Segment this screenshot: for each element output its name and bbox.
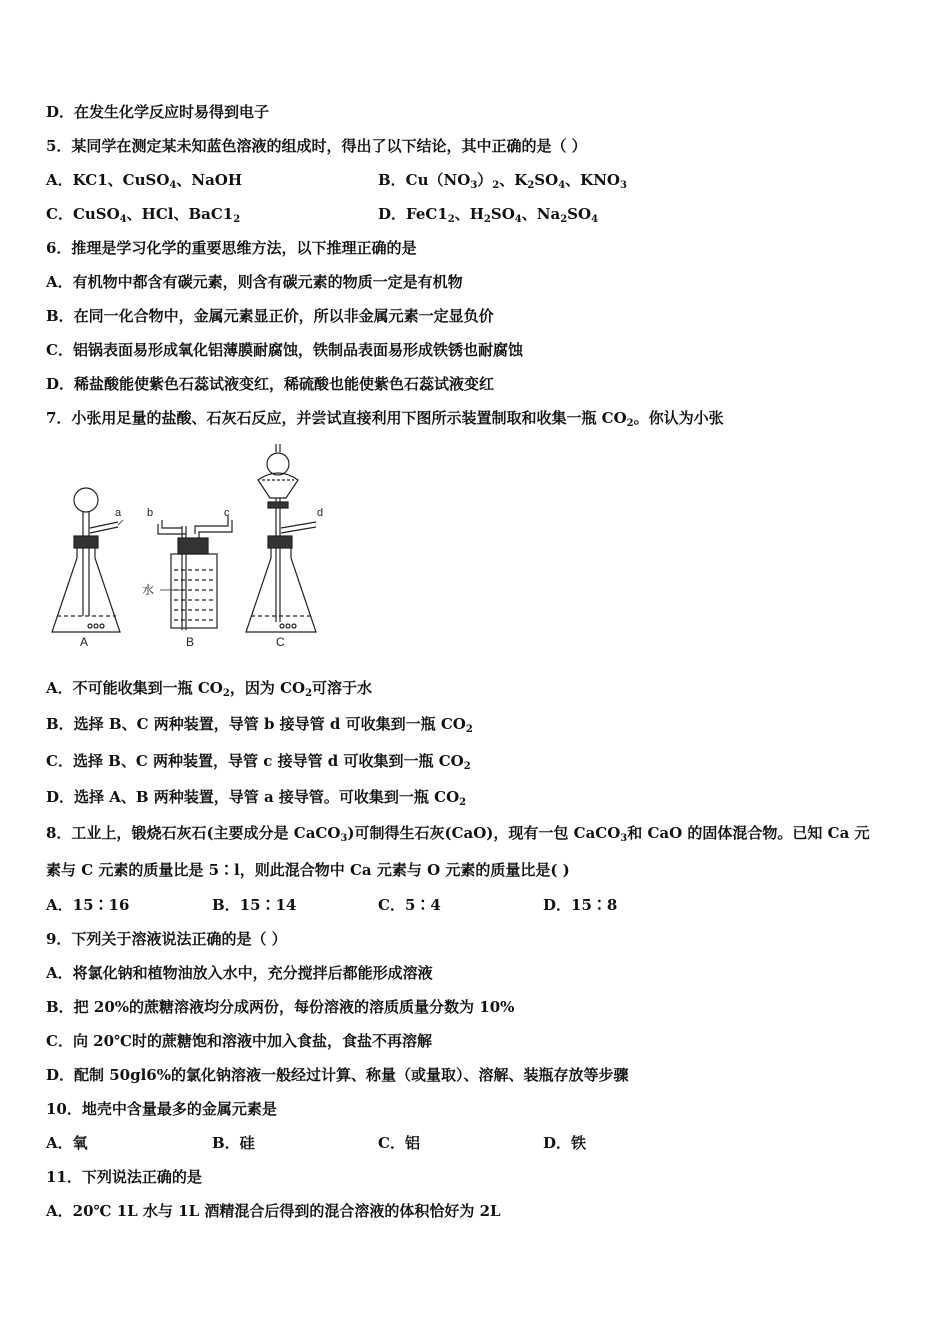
apparatus-b <box>158 516 232 630</box>
label-c: c <box>224 507 230 519</box>
q10-option-d: D．铁 <box>543 1134 587 1152</box>
label-water: 水 <box>142 583 155 597</box>
q5-option-d: D．$FeC1_2$、$H_2SO_4$、$Na_2SO_4$ <box>378 205 599 225</box>
q10-stem: 10．地壳中含量最多的金属元素是 <box>46 1100 277 1118</box>
apparatus-figure <box>50 440 350 652</box>
q5-stem: 5．某同学在测定某未知蓝色溶液的组成时，得出了以下结论，其中正确的是（ ） <box>46 137 587 155</box>
q6-option-b: B．在同一化合物中，金属元素显正价，所以非金属元素一定显负价 <box>46 307 494 325</box>
q10-option-b: B．硅 <box>212 1134 255 1152</box>
q6-option-a: A．有机物中都含有碳元素，则含有碳元素的物质一定是有机物 <box>46 273 463 291</box>
q6-stem: 6．推理是学习化学的重要思维方法，以下推理正确的是 <box>46 239 417 257</box>
q8-option-d: D．15∶8 <box>543 896 618 914</box>
q10-option-a: A．氧 <box>46 1134 88 1152</box>
label-apparatus-a: A <box>80 635 89 649</box>
q4-option-d: D．在发生化学反应时易得到电子 <box>46 103 270 121</box>
apparatus-a <box>52 488 123 632</box>
q7-option-c: C．选择 B、C 两种装置，导管 c 接导管 d 可收集到一瓶 $CO_2$ <box>46 752 471 772</box>
apparatus-c <box>246 444 316 632</box>
label-a: a <box>115 507 122 519</box>
q8-option-a: A．15∶16 <box>46 896 130 914</box>
q10-option-c: C．铝 <box>378 1134 420 1152</box>
q9-option-b: B．把 20%的蔗糖溶液均分成两份，每份溶液的溶质质量分数为 10% <box>46 998 515 1016</box>
q7-stem: 7．小张用足量的盐酸、石灰石反应，并尝试直接利用下图所示装置制取和收集一瓶 $CO_2$。你认为小张 <box>46 409 724 429</box>
label-d: d <box>317 507 324 519</box>
q7-option-a: A．不可能收集到一瓶 $CO_2$，因为 $CO_2$可溶于水 <box>46 679 373 699</box>
q11-stem: 11．下列说法正确的是 <box>46 1168 202 1186</box>
q6-option-c: C．铝锅表面易形成氧化铝薄膜耐腐蚀，铁制品表面易形成铁锈也耐腐蚀 <box>46 341 523 359</box>
q7-option-d: D．选择 A、B 两种装置，导管 a 接导管。可收集到一瓶 $CO_2$ <box>46 788 467 808</box>
label-apparatus-b: B <box>186 635 195 649</box>
q6-option-d: D．稀盐酸能使紫色石蕊试液变红，稀硫酸也能使紫色石蕊试液变红 <box>46 375 495 393</box>
q5-option-c: C．CuSO$_4$、HCl、$BaC1_2$ <box>46 205 241 225</box>
q9-stem: 9．下列关于溶液说法正确的是（ ） <box>46 930 287 948</box>
q9-option-c: C．向 20℃时的蔗糖饱和溶液中加入食盐，食盐不再溶解 <box>46 1032 433 1050</box>
q5-option-b: B．$Cu(NO_3)_2$、$K_2SO_4$、$KNO_3$ <box>378 171 627 191</box>
q8-stem-line2: 素与 C 元素的质量比是 5∶l，则此混合物中 Ca 元素与 O 元素的质量比是( ) <box>46 861 570 879</box>
q5-option-a: A．KC1、CuSO$_4$、NaOH <box>46 171 243 191</box>
q8-option-c: C．5∶4 <box>378 896 441 914</box>
q8-stem-line1: 8．工业上，锻烧石灰石(主要成分是 CaCO$_3$)可制得生石灰(CaO)，现有一包 CaCO$_3$和 CaO 的固体混合物。已知 Ca 元 <box>46 824 870 844</box>
q9-option-a: A．将氯化钠和植物油放入水中，充分搅拌后都能形成溶液 <box>46 964 433 982</box>
q11-option-a: A．20℃ 1L 水与 1L 酒精混合后得到的混合溶液的体积恰好为 2L <box>46 1202 501 1220</box>
label-apparatus-c: C <box>276 635 285 649</box>
label-b: b <box>147 507 154 519</box>
q8-option-b: B．15∶14 <box>212 896 297 914</box>
q9-option-d: D．配制 50gl6%的氯化钠溶液一般经过计算、称量（或量取）、溶解、装瓶存放等步骤 <box>46 1066 629 1084</box>
q7-option-b: B．选择 B、C 两种装置，导管 b 接导管 d 可收集到一瓶 $CO_2$ <box>46 715 473 735</box>
